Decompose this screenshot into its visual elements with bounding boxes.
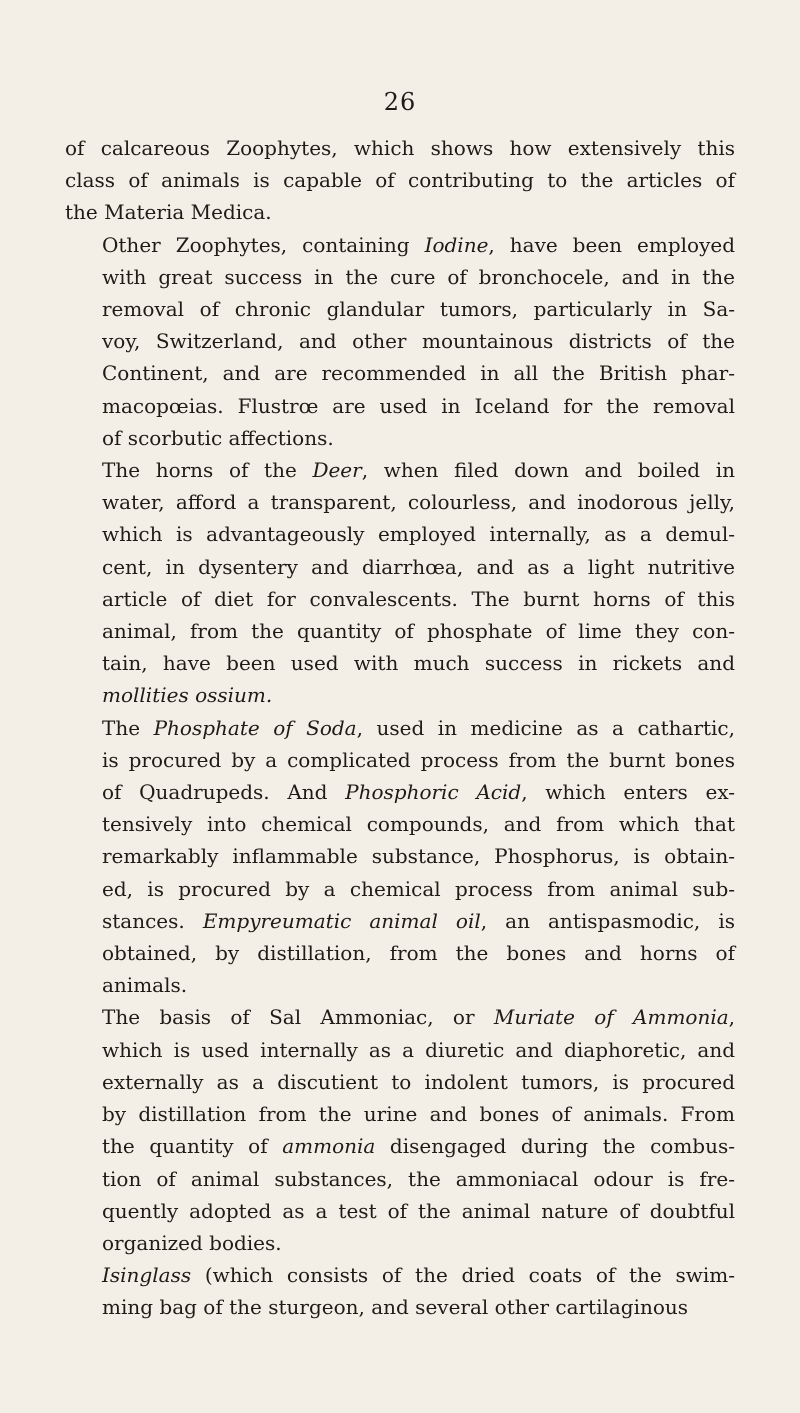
text-line: The Phosphate of Soda, used in medicine as a cathartic, — [102, 715, 735, 740]
text-line: stances. Empyreumatic animal oil, an antispasmodic, is — [102, 908, 735, 933]
paragraph — [65, 712, 735, 1002]
text-line: cent, in dysentery and diarrhœa, and as a light nutritive — [102, 554, 735, 579]
text-line: the quantity of ammonia disengaged during the combus- — [102, 1134, 735, 1159]
text-line: by distillation from the urine and bones of animals. From — [102, 1102, 735, 1127]
text-line: the Materia Medica. — [65, 200, 272, 225]
text-line: tensively into chemical compounds, and from which that — [102, 812, 735, 837]
text-line: class of animals is capable of contributing to the articles of — [65, 168, 735, 193]
text-line: remarkably inflammable substance, Phosphorus, is obtain- — [102, 844, 735, 869]
text-line: Continent, and are recommended in all the British phar- — [102, 361, 735, 386]
italic-term: Empyreumatic animal oil — [202, 908, 481, 933]
page-number: 26 — [383, 88, 417, 116]
text-line: obtained, by distillation, from the bones and horns of — [102, 941, 735, 966]
text-line: ming bag of the sturgeon, and several other cartilaginous — [102, 1295, 689, 1320]
text-line: externally as a discutient to indolent tumors, is procured — [102, 1069, 735, 1094]
italic-term: mollities ossium. — [102, 683, 273, 708]
paragraph — [65, 132, 735, 229]
italic-term: Isinglass — [102, 1263, 192, 1288]
text-line: with great success in the cure of bronchocele, and in the — [102, 264, 735, 289]
text-line: tion of animal substances, the ammoniacal odour is fre- — [102, 1166, 735, 1191]
text-line: Other Zoophytes, containing Iodine, have been employed — [102, 232, 735, 257]
italic-term: Deer — [312, 458, 362, 483]
text-line: of Quadrupeds. And Phosphoric Acid, which enters ex- — [102, 780, 736, 805]
text-line: of calcareous Zoophytes, which shows how extensively this — [65, 136, 735, 160]
text-line: quently adopted as a test of the animal nature of doubtful — [102, 1198, 735, 1223]
italic-term: Iodine — [424, 232, 489, 257]
italic-term: Muriate of Ammonia — [493, 1005, 729, 1030]
body-text — [65, 132, 735, 1324]
paragraph — [65, 229, 735, 454]
text-line: ed, is procured by a chemical process from animal sub- — [102, 876, 735, 901]
text-line: Isinglass (which consists of the dried coats of the swim- — [102, 1263, 735, 1288]
italic-term: Phosphate of Soda — [153, 715, 357, 740]
paragraph — [65, 1001, 735, 1259]
text-line — [65, 679, 735, 711]
text-line: organized bodies. — [102, 1230, 282, 1255]
paragraph — [65, 1259, 735, 1323]
text-line: which is advantageously employed internally, as a demul- — [102, 522, 735, 547]
text-line: tain, have been used with much success in rickets and — [102, 651, 735, 676]
italic-term: Phosphoric Acid — [345, 780, 522, 805]
text-line: animal, from the quantity of phosphate of lime they con- — [102, 619, 735, 644]
text-line: The basis of Sal Ammoniac, or Muriate of Ammonia, — [102, 1005, 736, 1030]
italic-term: ammonia — [282, 1134, 376, 1159]
text-line: The horns of the Deer, when filed down and boiled in — [102, 458, 735, 483]
text-line: article of diet for convalescents. The burnt horns of this — [102, 586, 735, 611]
text-line: animals. — [102, 973, 188, 998]
text-line: water, afford a transparent, colourless, and inodorous jelly, — [102, 490, 735, 515]
text-line: removal of chronic glandular tumors, particularly in Sa- — [102, 297, 735, 322]
text-line: is procured by a complicated process from the burnt bones — [102, 747, 735, 772]
text-line: which is used internally as a diuretic and diaphoretic, and — [102, 1037, 735, 1062]
text-line: macopœias. Flustrœ are used in Iceland for the removal — [102, 393, 735, 418]
text-line: of scorbutic affections. — [102, 425, 334, 450]
paragraph — [65, 454, 735, 712]
text-line: voy, Switzerland, and other mountainous districts of the — [102, 329, 735, 354]
